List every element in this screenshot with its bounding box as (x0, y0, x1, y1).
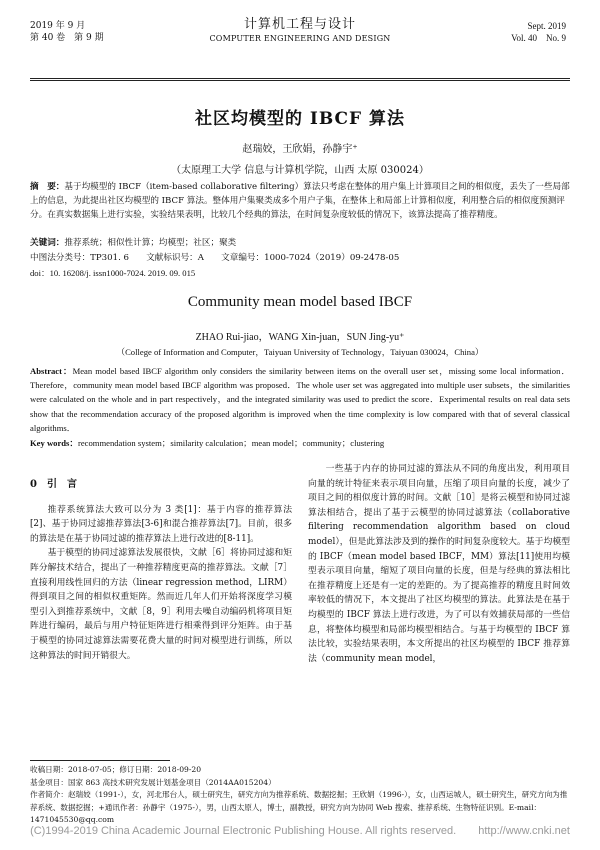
journal-title (150, 16, 450, 44)
section-title: 引 言 (46, 479, 77, 490)
issue-volume-en: Vol. 40 No. 9 (511, 33, 566, 43)
abstract-cn (30, 180, 570, 222)
abstract-label-en: Abstract： (30, 366, 73, 376)
abstract-en (30, 364, 570, 435)
issue-volume: 第 40 卷 第 9 期 (30, 33, 104, 43)
body-column-right (308, 462, 570, 666)
classification-line: 中图法分类号：TP301. 6 文献标识号：A 文章编号：1000-7024（2019）09-2478-05 (30, 253, 400, 263)
authors-en: ZHAO Rui-jiao，WANG Xin-juan，SUN Jing-yu⁺ (195, 332, 405, 343)
keywords-label-cn: 关键词： (30, 238, 65, 248)
footnote-funding: 基金项目：国家 863 高技术研究发展计划基金项目（2014AA015204） (30, 777, 276, 787)
footnote-authors: 作者简介：赵瑞姣（1991-），女，河北邢台人，硕士研究生，研究方向为推荐系统、数据挖掘；王欣娟（1996-），女，山西运城人，硕士研究生，研究方向为推荐系统、数据挖掘；+通讯作者：孙静宇（1975-），男，山西太原人，博士，副教授，研究方向为协同 Web 搜索、推荐系统、生物特征识别。E-mail：1471045530@qq.com (30, 790, 568, 825)
issue-info (30, 20, 104, 44)
issue-date-en: Sept. 2019 (527, 21, 566, 31)
paper-title-en: Community mean model based IBCF (187, 294, 413, 310)
doi-line: doi：10. 16208/j. issn1000-7024. 2019. 09. 015 (30, 268, 196, 278)
authors-cn: 赵瑞姣，王欣娟，孙静宇⁺ (242, 144, 358, 155)
paper-title-cn: 社区均模型的 IBCF 算法 (194, 109, 406, 129)
keywords-label-en: Key words： (30, 438, 78, 448)
footnote-rule (30, 760, 170, 761)
footnote-received: 收稿日期：2018-07-05；修订日期：2018-09-20 (30, 765, 202, 774)
body-column-left (30, 478, 292, 663)
issue-date: 2019 年 9 月 (30, 21, 86, 31)
keywords-text-cn: 推荐系统；相似性计算；均模型；社区；聚类 (64, 238, 237, 248)
footnote (30, 764, 570, 827)
journal-title-cn: 计算机工程与设计 (243, 17, 356, 32)
keywords-text-en: recommendation system；similarity calculation；mean model；community；clustering (77, 438, 385, 448)
copyright-notice: (C)1994-2019 China Academic Journal Electronic Publishing House. All rights reserved. http://www.cnki.net (30, 825, 570, 837)
issue-info-en (511, 20, 566, 44)
affiliation-en: （College of Information and Computer，Taiyuan University of Technology，Taiyuan 030024，China） (116, 347, 484, 357)
keywords-en (30, 436, 570, 450)
affiliation-cn: （太原理工大学 信息与计算机学院，山西 太原 030024） (171, 165, 429, 176)
abstract-text-cn: 基于均模型的 IBCF（item-based collaborative filtering）算法只考虑在整体的用户集上计算项目之间的相似度，丢失了一些局部上的信息，为此提出社区均模型的 IBCF 算法。整体用户集聚类成多个用户子集，在整体上和局部上计算相似度，利用整合后的相似度预测评分。在真实数据集上进行实验，实验结果表明，比较几个经典的算法，在时间复杂度较低的情况下，该算法提高了推荐精度。 (30, 182, 570, 220)
abstract-text-en: Mean model based IBCF algorithm only considers the similarity between items on the overall user set，missing some local information．Therefore，community mean model based IBCF algorithm was proposed．The whole user set was aggregated into multiple user subsets，the similarities were calculated on the whole and in part respectively，and the integrated similarity was used to predict the score．Experimental results on real data sets show that the recommendation accuracy of the proposed algorithm is improved when the time complexity is low compared with that of several classical algorithms． (30, 366, 570, 433)
header-rule-thin (30, 80, 570, 81)
body-paragraph: 基于模型的协同过滤算法发展很快，文献［6］将协同过滤和矩阵分解技术结合，提出了一种推荐精度更高的推荐算法。文献［7］直接利用线性回归的方法（linear regression method，LIRM）得到项目之间的相似权重矩阵。然而近几年人们开始将深度学习模型引入到推荐系统中，文献［8，9］利用去噪自动编码机将项目矩阵进行编码，最后与用户特征矩阵进行相乘得到评分矩阵。由于基于模型的协同过滤算法需要花费大量的时间对模型进行训练，所以这种算法的时间开销很大。 (30, 548, 292, 661)
section-number: 0 (30, 479, 37, 490)
body-paragraph: 一些基于内存的协同过滤的算法从不同的角度出发，利用项目向量的统计特征来表示项目向量，压缩了项目向量的长度，减少了项目之间的相似度计算的时间。文献［10］是将云模型和协同过滤算法相结合，提出了基于云模型的协同过滤算法（collaborative filtering recommendation algorithm based on cloud model），但是此算法涉及到的操作的时间复杂度较大。基于均模型的 IBCF（mean model based IBCF，MM）算法[11]使用均模型表示项目向量，缩短了项目向量的长度，但是与经典的算法相比在推荐精度上还是有一定的差距的。为了提高推荐的精度且时间效率较低的情况下，本文提出了社区均模型的算法。此算法是在基于均模型的 IBCF 算法上进行改进，为了可以有效捕获局部的一些信息，将整体均模型和局部均模型相结合。与基于均模型的 IBCF 算法比较，实验结果表明，本文所提出的社区均模型的 IBCF 推荐算法（community mean model， (308, 464, 570, 664)
body-paragraph: 推荐系统算法大致可以分为 3 类[1]：基于内容的推荐算法[2]、基于协同过滤推荐算法[3-6]和混合推荐算法[7]。目前，很多的算法是在基于协同过滤的推荐算法上进行改进的[8-11]。 (30, 504, 292, 544)
section-heading (30, 478, 292, 493)
journal-title-en: COMPUTER ENGINEERING AND DESIGN (209, 34, 391, 43)
abstract-label-cn: 摘 要： (30, 182, 65, 192)
header-rule (30, 78, 570, 79)
keywords-cn (30, 236, 570, 250)
